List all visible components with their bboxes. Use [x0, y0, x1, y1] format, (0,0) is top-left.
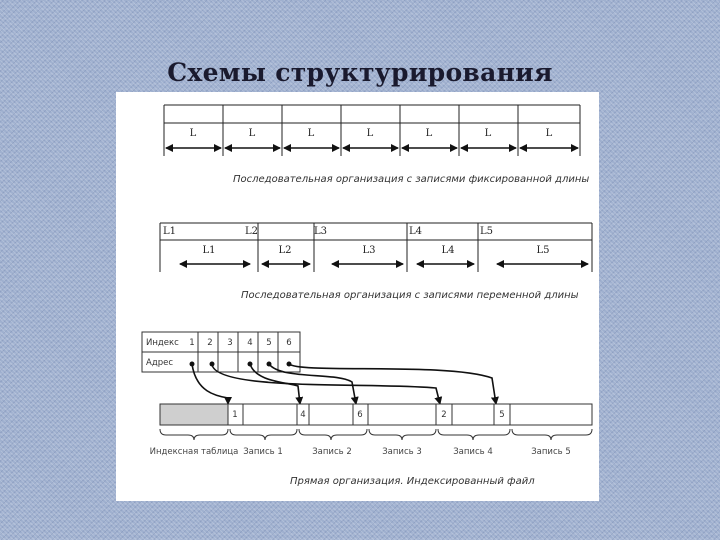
- fixed-record-label: L: [248, 128, 256, 139]
- indexed-file-strip: [160, 404, 592, 425]
- variable-caption: Последовательная организация с записями переменной длины: [241, 290, 579, 301]
- segment-braces: [160, 429, 592, 440]
- index-cell: 3: [227, 338, 233, 348]
- variable-length-section: [160, 223, 592, 301]
- variable-record-bottom-label: L1: [202, 245, 216, 256]
- variable-record-top-label: L1: [163, 226, 177, 237]
- variable-record-bottom-label: L3: [362, 245, 376, 256]
- variable-record-top-label: L4: [409, 226, 423, 237]
- index-cell: 1: [189, 338, 195, 348]
- fixed-length-section: [164, 105, 589, 185]
- fixed-record-label: L: [545, 128, 553, 139]
- segment-label: Запись 2: [312, 447, 352, 457]
- file-record-number: 2: [441, 410, 447, 420]
- variable-record-top-label: L2: [245, 226, 259, 237]
- file-record-number: 5: [499, 410, 505, 420]
- variable-record-top-label: L5: [480, 226, 494, 237]
- index-row-label: Индекс: [146, 338, 179, 348]
- segment-label: Запись 5: [531, 447, 571, 457]
- segment-label: Запись 1: [243, 447, 283, 457]
- variable-record-bottom-label: L4: [441, 245, 455, 256]
- diagram-svg: [116, 92, 599, 501]
- address-row-label: Адрес: [146, 358, 173, 368]
- segment-label: Запись 3: [382, 447, 422, 457]
- fixed-record-label: L: [425, 128, 433, 139]
- fixed-record-label: L: [189, 128, 197, 139]
- slide-title: Схемы структурирования: [167, 58, 553, 87]
- index-table: [142, 332, 300, 372]
- fixed-record-label: L: [366, 128, 374, 139]
- fixed-record-label: L: [307, 128, 315, 139]
- index-cell: 6: [286, 338, 292, 348]
- variable-record-top-label: L3: [314, 226, 328, 237]
- indexed-caption: Прямая организация. Индексированный файл: [290, 476, 535, 487]
- address-dots: [190, 362, 292, 367]
- file-record-number: 4: [300, 410, 306, 420]
- variable-record-bottom-label: L5: [536, 245, 550, 256]
- structure-diagram: [116, 92, 599, 501]
- index-cell: 2: [207, 338, 213, 348]
- index-cell: 5: [266, 338, 272, 348]
- segment-label: Запись 4: [453, 447, 493, 457]
- indexed-section: [142, 332, 592, 487]
- fixed-record-label: L: [484, 128, 492, 139]
- variable-record-bottom-label: L2: [278, 245, 292, 256]
- file-record-number: 1: [232, 410, 238, 420]
- index-cell: 4: [247, 338, 253, 348]
- segment-label-index-table: Индексная таблица: [149, 447, 239, 457]
- fixed-caption: Последовательная организация с записями фиксированной длины: [233, 174, 590, 185]
- file-record-number: 6: [357, 410, 363, 420]
